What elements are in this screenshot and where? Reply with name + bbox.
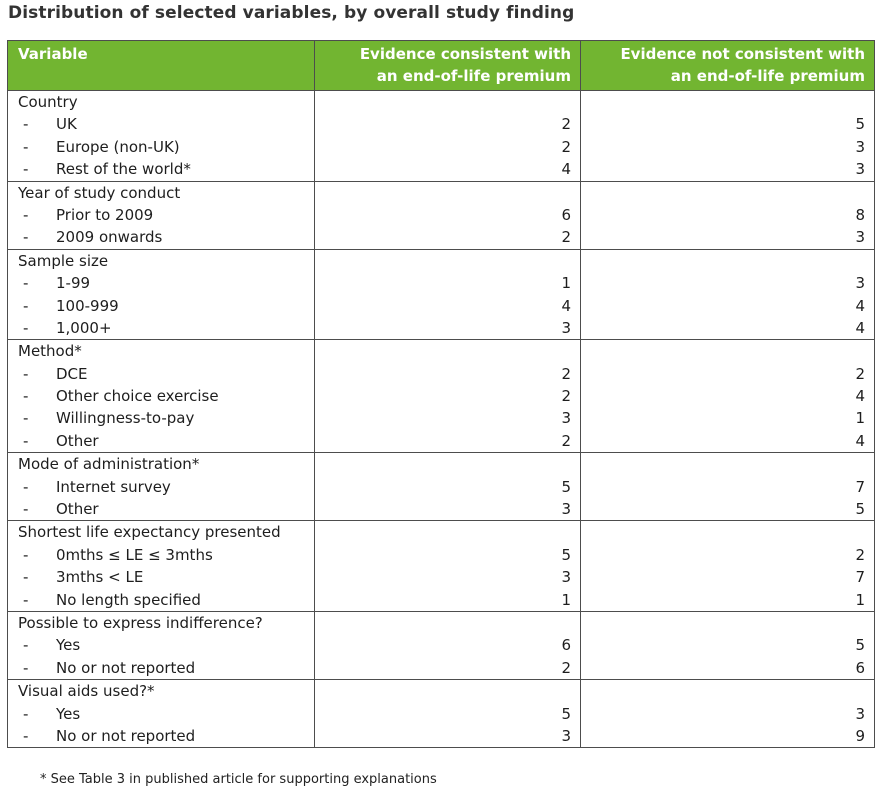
consistent-cell [315, 680, 581, 748]
sub-item-label: No length specified [56, 590, 201, 609]
not-consistent-cell [581, 340, 875, 453]
sub-item [18, 657, 314, 679]
consistent-value: 2 [561, 387, 571, 406]
group-label: Possible to express indifference? [18, 613, 263, 632]
sub-item-label: 100-999 [56, 296, 119, 315]
dash-marker: - [23, 318, 29, 337]
page-title: Distribution of selected variables, by overall study finding [8, 3, 575, 23]
header-row [8, 41, 875, 91]
sub-item [18, 703, 314, 725]
dash-marker: - [23, 274, 29, 293]
not-consistent-cell [581, 91, 875, 182]
group-label: Mode of administration* [18, 455, 200, 474]
sub-item [18, 634, 314, 656]
not-consistent-value: 5 [855, 636, 865, 655]
dash-marker: - [23, 500, 29, 519]
sub-item-label: DCE [56, 364, 88, 383]
variable-cell [8, 340, 315, 453]
not-consistent-value: 9 [855, 726, 865, 745]
not-consistent-cell [581, 521, 875, 612]
header-consistent-line1: Evidence consistent with [359, 45, 571, 63]
variable-cell [8, 521, 315, 612]
consistent-cell [315, 521, 581, 612]
consistent-cell [315, 181, 581, 249]
sub-item-label: Internet survey [56, 477, 171, 496]
group-row [8, 611, 875, 679]
variable-cell [8, 453, 315, 521]
consistent-value: 3 [561, 318, 571, 337]
dash-marker: - [23, 477, 29, 496]
consistent-value: 3 [561, 409, 571, 428]
variable-cell [8, 611, 315, 679]
group-row [8, 181, 875, 249]
sub-item [18, 204, 314, 226]
sub-item-label: UK [56, 115, 77, 134]
consistent-cell [315, 611, 581, 679]
not-consistent-value: 3 [855, 704, 865, 723]
sub-item [18, 317, 314, 339]
sub-item [18, 272, 314, 294]
header-not-consistent [581, 41, 875, 91]
footnote: * See Table 3 in published article for supporting explanations [40, 772, 437, 787]
sub-item [18, 498, 314, 520]
dash-marker: - [23, 115, 29, 134]
sub-item [18, 113, 314, 135]
consistent-value: 2 [561, 228, 571, 247]
group-spacer [315, 91, 571, 113]
group-label: Visual aids used?* [18, 682, 155, 701]
group-spacer [581, 612, 865, 634]
variable-cell [8, 181, 315, 249]
not-consistent-value: 4 [855, 318, 865, 337]
dash-marker: - [23, 364, 29, 383]
variable-cell [8, 680, 315, 748]
sub-item-label: Europe (non-UK) [56, 137, 180, 156]
header-consistent-line2: an end-of-life premium [376, 67, 571, 85]
group-spacer [581, 521, 865, 543]
dash-marker: - [23, 726, 29, 745]
consistent-cell [315, 91, 581, 182]
sub-item-label: Rest of the world* [56, 160, 191, 179]
consistent-value: 5 [561, 477, 571, 496]
not-consistent-value: 4 [855, 387, 865, 406]
group-row [8, 91, 875, 182]
distribution-table [7, 40, 875, 748]
sub-item [18, 430, 314, 452]
sub-item-label: Other [56, 500, 99, 519]
consistent-value: 1 [561, 590, 571, 609]
consistent-value: 4 [561, 160, 571, 179]
group-spacer [315, 453, 571, 475]
dash-marker: - [23, 160, 29, 179]
not-consistent-value: 3 [855, 160, 865, 179]
not-consistent-value: 3 [855, 137, 865, 156]
sub-item [18, 725, 314, 747]
not-consistent-value: 7 [855, 568, 865, 587]
not-consistent-value: 2 [855, 364, 865, 383]
not-consistent-value: 4 [855, 431, 865, 450]
consistent-value: 3 [561, 500, 571, 519]
dash-marker: - [23, 137, 29, 156]
consistent-cell [315, 340, 581, 453]
sub-item [18, 385, 314, 407]
consistent-value: 2 [561, 364, 571, 383]
consistent-value: 6 [561, 205, 571, 224]
sub-item [18, 136, 314, 158]
not-consistent-value: 2 [855, 545, 865, 564]
not-consistent-value: 4 [855, 296, 865, 315]
group-row [8, 453, 875, 521]
consistent-value: 2 [561, 431, 571, 450]
dash-marker: - [23, 409, 29, 428]
header-consistent [315, 41, 581, 91]
group-spacer [581, 182, 865, 204]
header-not-consistent-line2: an end-of-life premium [670, 67, 865, 85]
table-body [8, 91, 875, 748]
consistent-value: 2 [561, 115, 571, 134]
sub-item-label: No or not reported [56, 658, 196, 677]
consistent-value: 5 [561, 704, 571, 723]
group-spacer [315, 521, 571, 543]
not-consistent-value: 5 [855, 500, 865, 519]
dash-marker: - [23, 590, 29, 609]
sub-item-label: Other choice exercise [56, 387, 219, 406]
sub-item-label: Yes [56, 704, 81, 723]
sub-item-label: Prior to 2009 [56, 205, 154, 224]
header-variable [8, 41, 315, 91]
dash-marker: - [23, 228, 29, 247]
group-spacer [315, 182, 571, 204]
sub-item [18, 226, 314, 248]
consistent-value: 1 [561, 274, 571, 293]
header-not-consistent-line1: Evidence not consistent with [620, 45, 865, 63]
group-label: Shortest life expectancy presented [18, 523, 281, 542]
dash-marker: - [23, 568, 29, 587]
not-consistent-value: 5 [855, 115, 865, 134]
not-consistent-cell [581, 680, 875, 748]
consistent-value: 3 [561, 568, 571, 587]
consistent-value: 3 [561, 726, 571, 745]
group-spacer [315, 250, 571, 272]
dash-marker: - [23, 205, 29, 224]
group-spacer [315, 680, 571, 702]
consistent-value: 6 [561, 636, 571, 655]
sub-item-label: 3mths < LE [56, 568, 144, 587]
not-consistent-cell [581, 611, 875, 679]
not-consistent-value: 3 [855, 274, 865, 293]
group-row [8, 249, 875, 340]
consistent-value: 5 [561, 545, 571, 564]
consistent-value: 2 [561, 658, 571, 677]
group-spacer [315, 612, 571, 634]
group-spacer [581, 340, 865, 362]
not-consistent-value: 8 [855, 205, 865, 224]
sub-item [18, 363, 314, 385]
not-consistent-cell [581, 249, 875, 340]
consistent-cell [315, 453, 581, 521]
not-consistent-cell [581, 453, 875, 521]
sub-item-label: 1,000+ [56, 318, 112, 337]
sub-item-label: No or not reported [56, 726, 196, 745]
group-label: Country [18, 93, 78, 111]
group-row [8, 680, 875, 748]
dash-marker: - [23, 296, 29, 315]
dash-marker: - [23, 658, 29, 677]
group-spacer [581, 453, 865, 475]
sub-item [18, 589, 314, 611]
not-consistent-value: 1 [855, 590, 865, 609]
group-spacer [581, 680, 865, 702]
sub-item-label: Willingness-to-pay [56, 409, 195, 428]
dash-marker: - [23, 636, 29, 655]
not-consistent-value: 7 [855, 477, 865, 496]
not-consistent-value: 6 [855, 658, 865, 677]
group-row [8, 521, 875, 612]
sub-item-label: Other [56, 431, 99, 450]
dash-marker: - [23, 545, 29, 564]
group-row [8, 340, 875, 453]
group-spacer [581, 91, 865, 113]
group-label: Year of study conduct [18, 183, 181, 202]
dash-marker: - [23, 387, 29, 406]
sub-item-label: Yes [56, 636, 81, 655]
not-consistent-value: 3 [855, 228, 865, 247]
sub-item-label: 2009 onwards [56, 228, 163, 247]
sub-item-label: 1-99 [56, 274, 91, 293]
variable-cell [8, 249, 315, 340]
not-consistent-cell [581, 181, 875, 249]
sub-item [18, 476, 314, 498]
sub-item [18, 566, 314, 588]
variable-cell [8, 91, 315, 182]
consistent-cell [315, 249, 581, 340]
group-label: Method* [18, 342, 82, 361]
consistent-value: 2 [561, 137, 571, 156]
sub-item-label: 0mths ≤ LE ≤ 3mths [56, 545, 213, 564]
dash-marker: - [23, 431, 29, 450]
sub-item [18, 544, 314, 566]
consistent-value: 4 [561, 296, 571, 315]
header-variable-label: Variable [18, 45, 88, 63]
sub-item [18, 158, 314, 180]
group-label: Sample size [18, 251, 109, 270]
not-consistent-value: 1 [855, 409, 865, 428]
sub-item [18, 407, 314, 429]
sub-item [18, 295, 314, 317]
dash-marker: - [23, 704, 29, 723]
group-spacer [315, 340, 571, 362]
group-spacer [581, 250, 865, 272]
